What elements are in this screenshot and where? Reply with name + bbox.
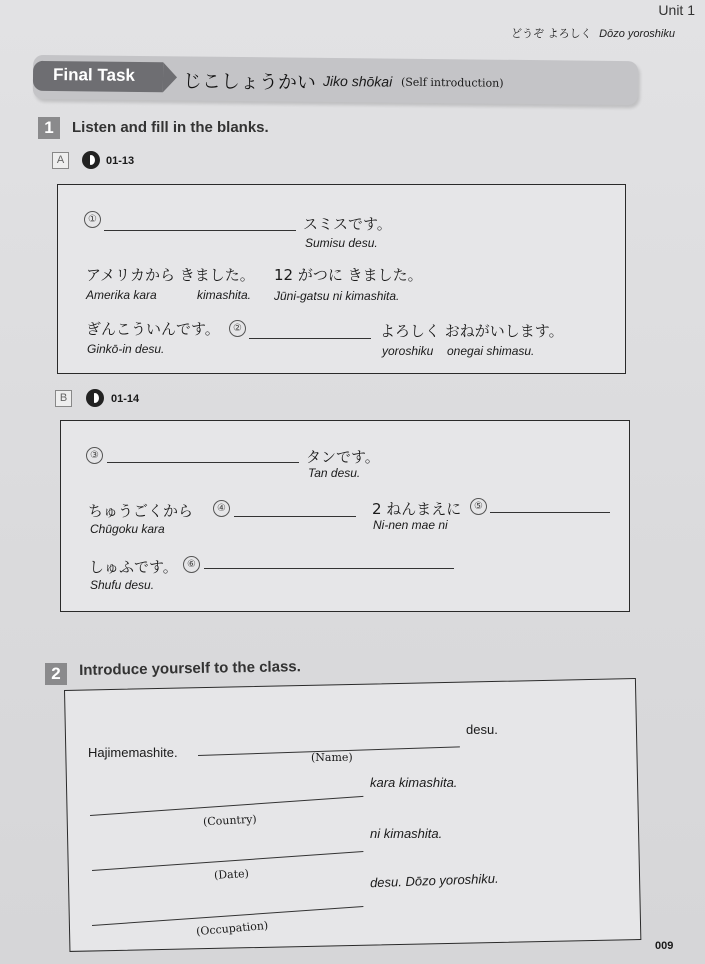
a-line1-romaji: Sumisu desu.	[305, 236, 378, 250]
intro-line-1-suffix: desu.	[466, 722, 498, 737]
section-2-instruction: Introduce yourself to the class.	[79, 658, 301, 679]
part-b-label: B	[55, 390, 72, 407]
a-line3-jp-1: ぎんこういんです。	[86, 320, 220, 338]
intro-line-2-suffix: kara kimashita.	[370, 775, 458, 790]
a-line1-jp: スミスです。	[303, 215, 392, 233]
b-line1-jp: タンです。	[306, 448, 380, 466]
lesson-title-romaji: Dōzo yoroshiku	[599, 28, 675, 40]
intro-line-1-label: (Name)	[311, 751, 353, 764]
a-line2-romaji-2: kimashita.	[197, 288, 252, 302]
final-task-label-arrow	[163, 62, 177, 92]
lesson-title-jp: どうぞ よろしく	[511, 27, 592, 40]
a-line2-jp-1: アメリカから きました。	[86, 266, 255, 284]
b-line2-jp-2: 2 ねんまえに	[372, 500, 462, 518]
unit-label: Unit 1	[658, 2, 695, 18]
intro-line-3-suffix: ni kimashita.	[370, 826, 443, 841]
b-line1-romaji: Tan desu.	[308, 466, 361, 480]
blank-1-marker: ①	[84, 211, 101, 228]
a-line3-romaji-1: Ginkō-in desu.	[87, 342, 165, 356]
blank-2-marker: ②	[229, 320, 246, 337]
banner-title-romaji: Jiko shōkai	[322, 72, 393, 90]
intro-line-3-label: (Date)	[213, 867, 250, 882]
audio-icon[interactable]	[86, 389, 104, 407]
b-line3-romaji: Shufu desu.	[90, 578, 155, 592]
a-line3-romaji-2: yoroshiku	[382, 344, 434, 358]
a-line2-romaji-3: Jūni-gatsu ni kimashita.	[274, 289, 400, 303]
intro-line-4-suffix: desu. Dōzo yoroshiku.	[369, 870, 499, 891]
introduction-box	[64, 678, 641, 952]
blank-6-line[interactable]	[204, 568, 454, 569]
a-line3-romaji-3: onegai shimasu.	[447, 344, 535, 358]
page-number: 009	[655, 940, 674, 952]
final-task-text: Final Task	[52, 65, 136, 85]
blank-3-line[interactable]	[107, 462, 299, 463]
b-line2-romaji-2: Ni-nen mae ni	[373, 518, 448, 532]
intro-line-1-prefix: Hajimemashite.	[88, 745, 178, 760]
part-a-label: A	[52, 152, 69, 169]
blank-1-line[interactable]	[104, 230, 296, 231]
lesson-title	[511, 25, 675, 41]
b-line2-jp-1: ちゅうごくから	[88, 502, 194, 520]
section-1-number: 1	[38, 117, 60, 139]
part-b-track: 01-14	[111, 393, 140, 405]
banner-title-en: (Self introduction)	[400, 75, 504, 90]
b-line3-jp: しゅふです。	[89, 558, 178, 576]
banner-title-jp: じこしょうかい	[182, 70, 317, 94]
section-1-instruction: Listen and fill in the blanks.	[72, 119, 269, 136]
a-line3-jp-2: よろしく おねがいします。	[380, 322, 564, 340]
blank-4-marker: ④	[213, 500, 230, 517]
final-task-banner	[33, 55, 638, 105]
audio-icon[interactable]	[82, 151, 100, 169]
blank-2-line[interactable]	[249, 338, 371, 339]
blank-3-marker: ③	[86, 447, 103, 464]
intro-line-4-label: (Occupation)	[195, 918, 269, 939]
a-line2-romaji-1: Amerika kara	[86, 288, 157, 302]
intro-line-2-label: (Country)	[202, 812, 257, 829]
b-line2-romaji-1: Chūgoku kara	[90, 522, 165, 536]
blank-6-marker: ⑥	[183, 556, 200, 573]
blank-4-line[interactable]	[234, 516, 356, 517]
blank-5-line[interactable]	[490, 512, 610, 513]
part-a-track: 01-13	[106, 155, 135, 167]
blank-5-marker: ⑤	[470, 498, 487, 515]
section-2-number: 2	[45, 663, 67, 685]
a-line2-jp-2: 12 がつに きました。	[274, 266, 423, 284]
